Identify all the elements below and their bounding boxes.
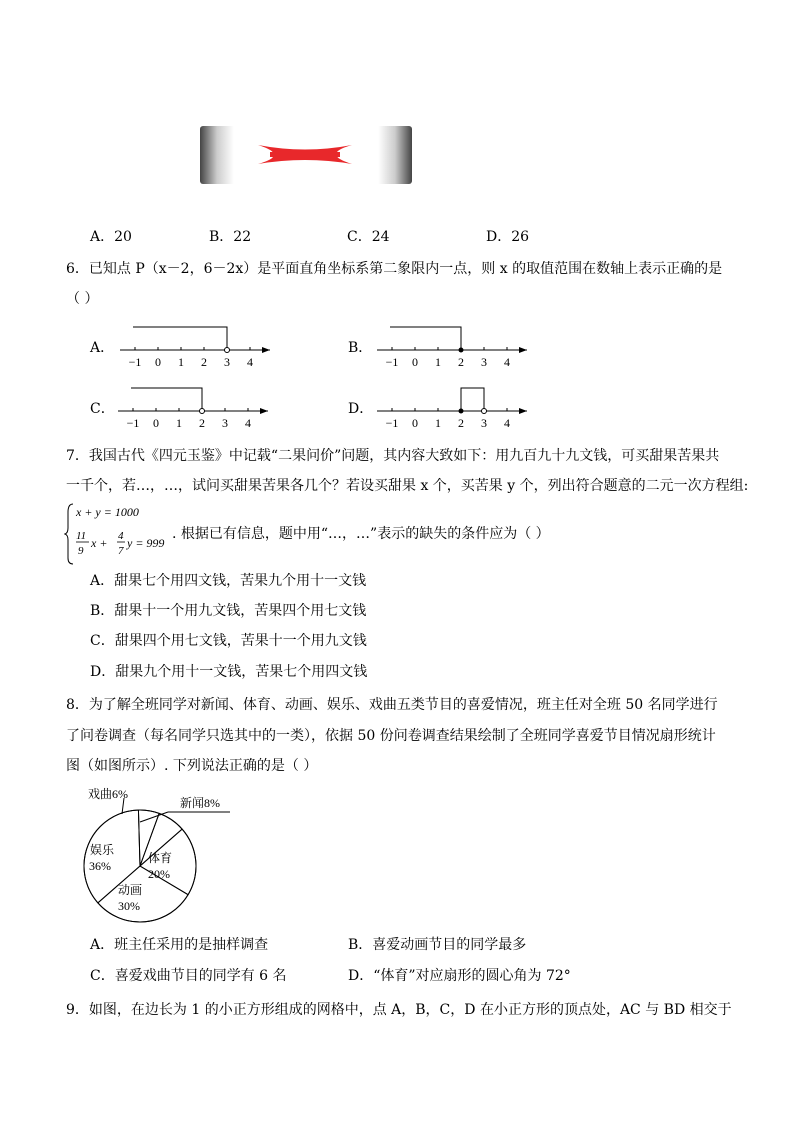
q6-option-c-label: C． bbox=[90, 401, 115, 417]
q8-stem-line3: 图（如图所示）. 下列说法正确的是（ ） bbox=[66, 758, 318, 774]
q7-option-a: A．甜果七个用四文钱，苦果九个用十一文钱 bbox=[90, 573, 367, 589]
tick-label: 2 bbox=[199, 416, 205, 430]
q7-equation-system bbox=[64, 500, 184, 568]
q9-stem-line1: 9．如图，在边长为 1 的小正方形组成的网格中，点 A，B，C，D 在小正方形的顶点处，AC 与 BD 相交于 bbox=[66, 1002, 732, 1018]
tick-label: 1 bbox=[435, 416, 441, 430]
q6-option-d-label: D． bbox=[348, 401, 374, 417]
q8-option-c: C．喜爱戏曲节目的同学有 6 名 bbox=[90, 968, 287, 984]
broken-image-placeholder bbox=[200, 126, 412, 184]
tick-label: 2 bbox=[458, 355, 464, 369]
tick-label: −1 bbox=[126, 416, 140, 430]
tick-label: 3 bbox=[224, 355, 230, 369]
tick-label: 4 bbox=[247, 355, 253, 369]
pie-chart-svg bbox=[60, 784, 250, 924]
q7-stem-line2: 一千个，若…，…，试问买甜果苦果各几个？若设买甜果 x 个，买苦果 y 个，列出符合题意的二元一次方程组: bbox=[66, 478, 749, 494]
tick-label: 0 bbox=[155, 355, 161, 369]
label-tiyu-pct: 20% bbox=[148, 867, 170, 881]
fraction-denominator: 7 bbox=[118, 545, 124, 557]
fraction-numerator: 4 bbox=[118, 530, 124, 542]
tick-label: 2 bbox=[458, 416, 464, 430]
tick-label: 1 bbox=[178, 355, 184, 369]
tick-label: 3 bbox=[222, 416, 228, 430]
pie-chart bbox=[60, 784, 250, 928]
label-yule-pct: 36% bbox=[89, 859, 111, 873]
tick-label: 3 bbox=[481, 416, 487, 430]
tick-label: 4 bbox=[504, 416, 510, 430]
q8-stem-line1: 8．为了解全班同学对新闻、体育、动画、娱乐、戏曲五类节目的喜爱情况，班主任对全班 50 名同学进行 bbox=[66, 697, 718, 713]
q7-stem-line1: 7．我国古代《四元玉鉴》中记载“二果问价”问题，其内容大致如下：用九百九十九文钱，可买甜果苦果共 bbox=[66, 448, 720, 464]
q7-option-d: D．甜果九个用十一文钱，苦果七个用四文钱 bbox=[90, 664, 368, 680]
fraction-denominator: 9 bbox=[78, 545, 84, 557]
q6-number-line-b bbox=[367, 320, 532, 370]
label-tiyu: 体育 bbox=[148, 851, 173, 865]
tick-label: −1 bbox=[385, 355, 399, 369]
q5-option-d: D．26 bbox=[486, 229, 530, 245]
q5-option-a: A．20 bbox=[90, 229, 132, 245]
q8-option-d: D．“体育”对应扇形的圆心角为 72° bbox=[348, 968, 571, 984]
q8-option-b: B．喜爱动画节目的同学最多 bbox=[348, 937, 527, 953]
label-donghua-pct: 30% bbox=[118, 899, 140, 913]
equation-2-rhs: y = 999 bbox=[127, 536, 165, 550]
q7-stem-line3: . 根据已有信息，题中用“…，…”表示的缺失的条件应为（ ） bbox=[172, 526, 550, 542]
q8-option-a: A．班主任采用的是抽样调查 bbox=[90, 937, 269, 953]
q7-option-b: B．甜果十一个用九文钱，苦果四个用七文钱 bbox=[90, 603, 367, 619]
fraction-numerator: 11 bbox=[76, 530, 87, 542]
tick-label: 0 bbox=[153, 416, 159, 430]
tick-label: 2 bbox=[201, 355, 207, 369]
q6-option-a-label: A． bbox=[90, 340, 115, 356]
label-donghua: 动画 bbox=[118, 883, 143, 897]
label-xiqu: 戏曲6% bbox=[88, 787, 128, 801]
tick-label: 3 bbox=[481, 355, 487, 369]
tick-label: 1 bbox=[435, 355, 441, 369]
equation-1: x + y = 1000 bbox=[76, 505, 139, 519]
label-yule: 娱乐 bbox=[90, 843, 115, 857]
q5-option-c: C．24 bbox=[347, 229, 390, 245]
red-x-icon bbox=[200, 126, 412, 184]
label-xinwen: 新闻8% bbox=[180, 796, 220, 810]
tick-label: 0 bbox=[412, 416, 418, 430]
q6-number-line-a bbox=[110, 320, 275, 370]
q6-number-line-c bbox=[108, 381, 273, 431]
q8-stem-line2: 了问卷调查（每名同学只选其中的一类），依据 50 份问卷调查结果绘制了全班同学喜爱节目情况扇形统计 bbox=[66, 728, 716, 744]
q6-number-line-d bbox=[367, 381, 532, 431]
q6-stem-line1: 6．已知点 P（x－2，6－2x）是平面直角坐标系第二象限内一点，则 x 的取值范围在数轴上表示正确的是 bbox=[66, 261, 723, 277]
tick-label: 4 bbox=[504, 355, 510, 369]
q6-stem-line2: （ ） bbox=[66, 291, 99, 307]
tick-label: −1 bbox=[385, 416, 399, 430]
tick-label: −1 bbox=[128, 355, 142, 369]
tick-label: 0 bbox=[412, 355, 418, 369]
q6-option-b-label: B． bbox=[348, 340, 373, 356]
tick-label: 4 bbox=[245, 416, 251, 430]
equation-2-term: x + bbox=[91, 536, 108, 550]
tick-label: 1 bbox=[176, 416, 182, 430]
q5-option-b: B．22 bbox=[209, 229, 252, 245]
q7-option-c: C．甜果四个用七文钱，苦果十一个用九文钱 bbox=[90, 633, 367, 649]
